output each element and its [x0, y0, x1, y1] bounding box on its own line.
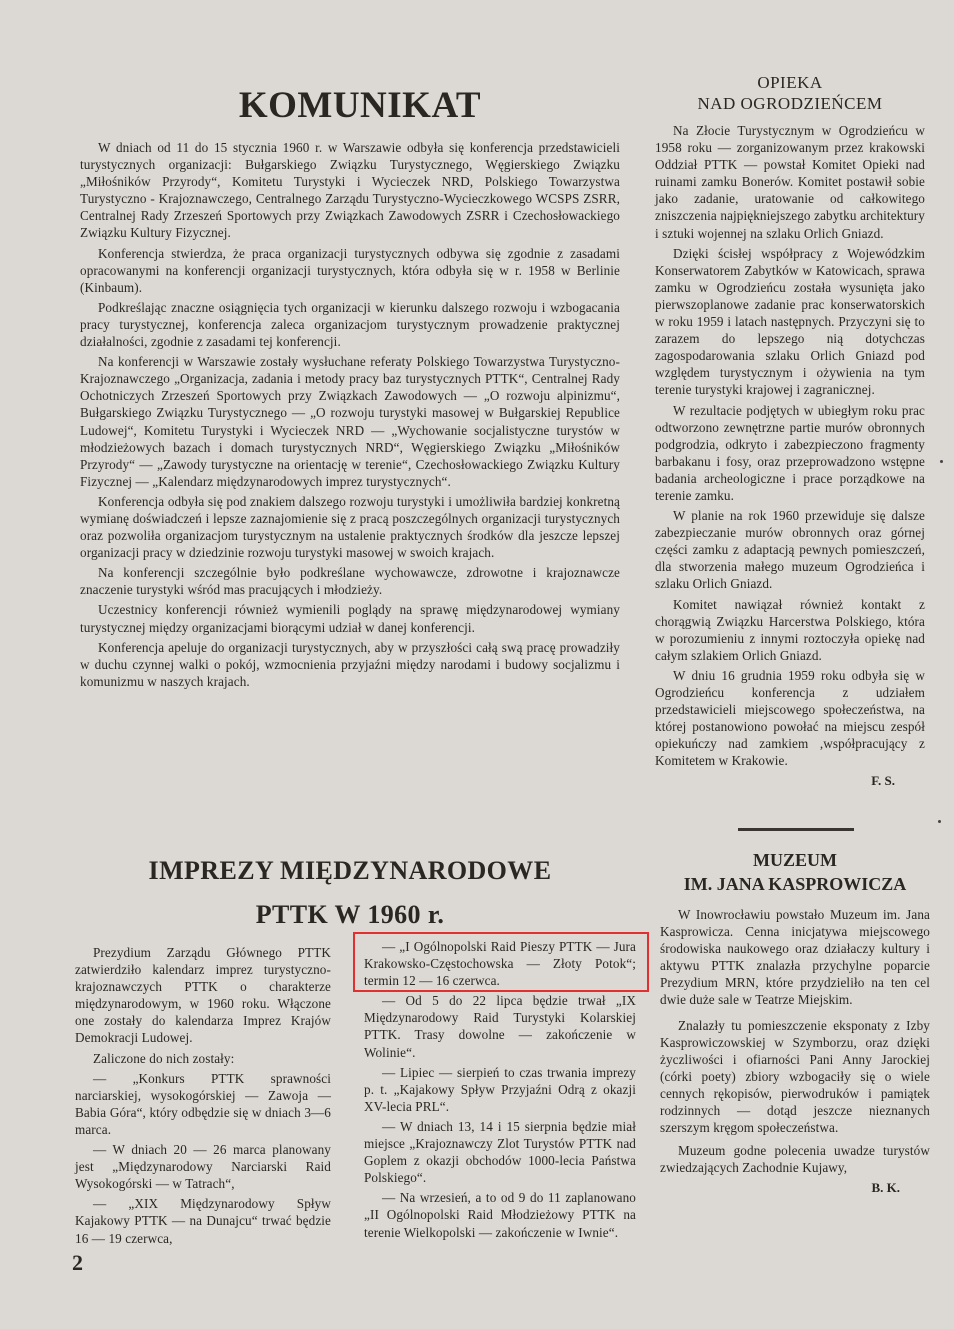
- muzeum-paragraph: Znalazły tu pomieszczenie eksponaty z Izby Kasprowiczowskiej w Szymborzu, oraz dzięki życzliwości i ofiarności Pani Anny Jarockiej (córki poety) zbiory wzbogaciły się o wiele cennych rękopisów, pierwodruków i pamiątek rodzinnych — dotąd jeszcze nieznanych szerszym kręgom społeczeństwa.: [660, 1017, 930, 1136]
- imprezy-list-item: — Lipiec — sierpień to czas trwania imprezy p. t. „Kajakowy Spływ Przyjaźni Odrą z okazji XV-lecia PRL“.: [364, 1064, 636, 1114]
- muzeum-paragraph: Muzeum godne polecenia uwadze turystów zwiedzających Zachodnie Kujawy,: [660, 1143, 930, 1176]
- imprezy-list-item: — Na wrzesień, a to od 9 do 11 zaplanowano „II Ogólnopolski Raid Młodzieżowy PTTK na terenie Wielkopolski — zakończenie w Iwnie“.: [364, 1190, 636, 1240]
- opieka-title-line2: NAD OGRODZIEŃCEM: [697, 94, 883, 113]
- muzeum-title-line1: MUZEUM: [753, 850, 837, 870]
- komunikat-paragraph: Konferencja apeluje do organizacji turystycznych, aby w przyszłości całą swą pracę prowadziły w duchu czynnej walki o pokój, wzmocnienia przyjaźni między narodami i budowy socjalizmu i komunizmu w naszych krajach.: [80, 639, 620, 689]
- imprezy-column-1: [75, 944, 331, 1250]
- komunikat-paragraph: Konferencja odbyła się pod znakiem dalszego rozwoju turystyki i umożliwiła bardziej konkretną wymianę doświadczeń i lepsze zaznajomienie się z pracą poszczególnych organizacji turystycznych oraz pozwoliła organizacjom turystycznym na ustalenie praktycznych środków dla jeszcze lepszej organizacji pracy w dziedzinie rozwoju turystyki masowej w swoich krajach.: [80, 493, 620, 561]
- imprezy-list-item: — Od 5 do 22 lipca będzie trwał „IX Międzynarodowy Raid Turystyki Kolarskiej PTTK. Trasy dowolne — zakończenie w Wolinie“.: [364, 993, 636, 1060]
- muzeum-article: [660, 848, 930, 1196]
- opieka-paragraph: W dniu 16 grudnia 1959 roku odbyła się w Ogrodzieńcu konferencja z udziałem przedstawicieli miejscowego społeczeństwa, na której postanowiono powołać na miejscu zespół opiekuńczy nad zamkiem ,współpracujący z Komitetem w Krakowie.: [655, 667, 925, 769]
- highlight-box: [353, 932, 649, 992]
- opieka-paragraph: Dzięki ścisłej współpracy z Wojewódzkim Konserwatorem Zabytków w Katowicach, sprawa zamku w Ogrodzieńcu została wysunięta jako pierwszoplanowe zadanie prac konserwatorskich w roku 1959 i latach następnych. Przyczyni się to zarazem do lepszego nią dotychczas zagospodarowania szlaku Orlich Gniazd pod względem turystycznym i ożywienia na tym terenie turystyki krajowej i zagranicznej.: [655, 245, 925, 398]
- scan-speck: [940, 460, 943, 463]
- imprezy-list-item-highlighted: — „I Ogólnopolski Raid Pieszy PTTK — Jura Krakowsko-Częstochowska — Złoty Potok“; termin 12 — 16 czerwca.: [364, 939, 636, 989]
- opieka-signature: F. S.: [871, 773, 895, 789]
- komunikat-paragraph: Uczestnicy konferencji również wymienili poglądy na sprawę międzynarodowej wymiany turystycznej między organizacjami biorącymi udział w danej konferencji.: [80, 602, 620, 635]
- komunikat-article: [80, 84, 620, 693]
- section-divider: [738, 828, 854, 831]
- imprezy-list-item: — „XIX Międzynarodowy Spływ Kajakowy PTTK — na Dunajcu“ trwać będzie 16 — 19 czerwca,: [75, 1196, 331, 1246]
- opieka-paragraph: W planie na rok 1960 przewiduje się dalsze zabezpieczanie murów obronnych oraz górnej części zamku z adaptacją pewnych pomieszczeń, dla stworzenia małego muzeum Ogrodzieńca i szlaku Orlich Gniazd.: [655, 508, 925, 592]
- imprezy-list-item: — W dniach 13, 14 i 15 sierpnia będzie miał miejsce „Krajoznawczy Zlot Turystów PTTK nad Goplem z okazji obchodów 1000-lecia Państwa Polskiego“.: [364, 1118, 636, 1186]
- komunikat-paragraph: Podkreślając znaczne osiągnięcia tych organizacji w kierunku dalszego rozwoju i wzbogacania pracy turystycznej, konferencja zaleca organizacjom turystycznym prowadzenie praktycznej działalności, zgodnie z zasadami tej konferencji.: [80, 299, 620, 350]
- komunikat-paragraph: Na konferencji w Warszawie zostały wysłuchane referaty Polskiego Towarzystwa Turystyczno-Krajoznawczego „Organizacja, zadania i metody pracy baz turystycznych PTTK“, Centralnej Rady Ochotniczych Zrzeszeń Sportowych przy Związkach Zawodowych — „O rozwoju alpinizmu“, Bułgarskiego Związku Turystycznego — „O rozwoju turystyki masowej w Bułgarskiej Republice Ludowej“, Komitetu Turystyki i Wycieczek NRD — „Wychowanie socjalistyczne turystów w młodzieżowych bazach i domach turystycznych NRD“, Węgierskiego Związku „Miłośników Przyrody“ — „Zawody turystyczne na orientację w terenie“, Czechosłowackiego Związku Kultury Fizycznej — „Kalendarz międzynarodowych imprez turystycznych“.: [80, 354, 620, 489]
- imprezy-list-item: — „Konkurs PTTK sprawności narciarskiej, wysokogórskiej — Zawoja — Babia Góra“, który odbędzie się w dniach 3—6 marca.: [75, 1070, 331, 1137]
- scan-speck: [938, 820, 941, 823]
- imprezy-list-item: — W dniach 20 — 26 marca planowany jest „Międzynarodowy Narciarski Raid Wysokogórski — w Tatrach“,: [75, 1142, 331, 1192]
- opieka-title-line1: OPIEKA: [757, 73, 823, 92]
- page-number: 2: [72, 1250, 83, 1275]
- muzeum-title-line2: IM. JANA KASPROWICZA: [683, 874, 907, 894]
- opieka-paragraph: W rezultacie podjętych w ubiegłym roku prac odtworzono zewnętrzne partie murów obronnych podgrodzia, odkryto i zabezpieczono fragmenty barbakanu i fosy, oraz przeprowadzono wstępne badania archeologiczne i prace porządkowe na terenie zamku.: [655, 402, 925, 503]
- komunikat-paragraph: W dniach od 11 do 15 stycznia 1960 r. w Warszawie odbyła się konferencja przedstawicieli turystycznych organizacji: Bułgarskiego Związku Turystycznego, Węgierskiego Związku „Miłośników Przyrody“, Komitetu Turystyki i Wycieczek NRD, Polskiego Towarzystwa Turystyczno - Krajoznawczego, Centralnego Zarządu Turystyczno-Wycieczkowego WCSPS ZSRR, Centralnej Rady Zrzeszeń Sportowych przy Związkach Zawodowych ZSRR i Czechosłowackiego Związku Kultury Fizycznej.: [80, 140, 620, 241]
- imprezy-title: IMPREZY MIĘDZYNARODOWE: [148, 856, 552, 885]
- komunikat-title: KOMUNIKAT: [238, 85, 482, 126]
- komunikat-paragraph: Konferencja stwierdza, że praca organizacji turystycznych odbywa się zgodnie z zasadami opracowanymi na konferencji organizacji turystycznych, która odbyła się w r. 1958 w Berlinie (Kinbaum).: [80, 245, 620, 295]
- muzeum-signature: B. K.: [871, 1180, 900, 1196]
- imprezy-paragraph: Zaliczone do nich zostały:: [93, 1050, 235, 1066]
- opieka-paragraph: Komitet nawiązał również kontakt z chorągwią Związku Harcerstwa Polskiego, która w porozumieniu z innymi roztoczyła opiekę nad całym szlakiem Orlich Gniazd.: [655, 596, 925, 663]
- opieka-paragraph: Na Złocie Turystycznym w Ogrodzieńcu w 1958 roku — zorganizowanym przez krakowski Oddział PTTK — powstał Komitet Opieki nad ruinami zamku Bonerów. Komitet postawił sobie jako zadanie, uratowanie od całkowitego zniszczenia najpiękniejszego zabytku architektury i sztuki wojennej na szlaku Orlich Gniazd.: [655, 123, 925, 241]
- imprezy-header: [110, 856, 590, 930]
- muzeum-paragraph: W Inowrocławiu powstało Muzeum im. Jana Kasprowicza. Cenna inicjatywa miejscowego środowiska naukowego oraz działaczy kultury i aktywu PTTK znalazła przychylne poparcie Prezydium MRN, które przydzieliło na ten cel dwie duże sale w Teatrze Miejskim.: [660, 907, 930, 1008]
- komunikat-paragraph: Na konferencji szczególnie było podkreślane wychowawcze, zdrowotne i krajoznawcze znaczenie turystyki wśród mas pracujących i młodzieży.: [80, 565, 620, 598]
- imprezy-subtitle: PTTK W 1960 r.: [255, 900, 445, 929]
- imprezy-paragraph: Prezydium Zarządu Głównego PTTK zatwierdziło kalendarz imprez turystyczno-krajoznawczych PTTK o charakterze międzynarodowym, w 1960 roku. Włączone one zostały do kalendarza Imprez Krajów Demokracji Ludowej.: [75, 945, 331, 1046]
- opieka-article: [655, 72, 925, 789]
